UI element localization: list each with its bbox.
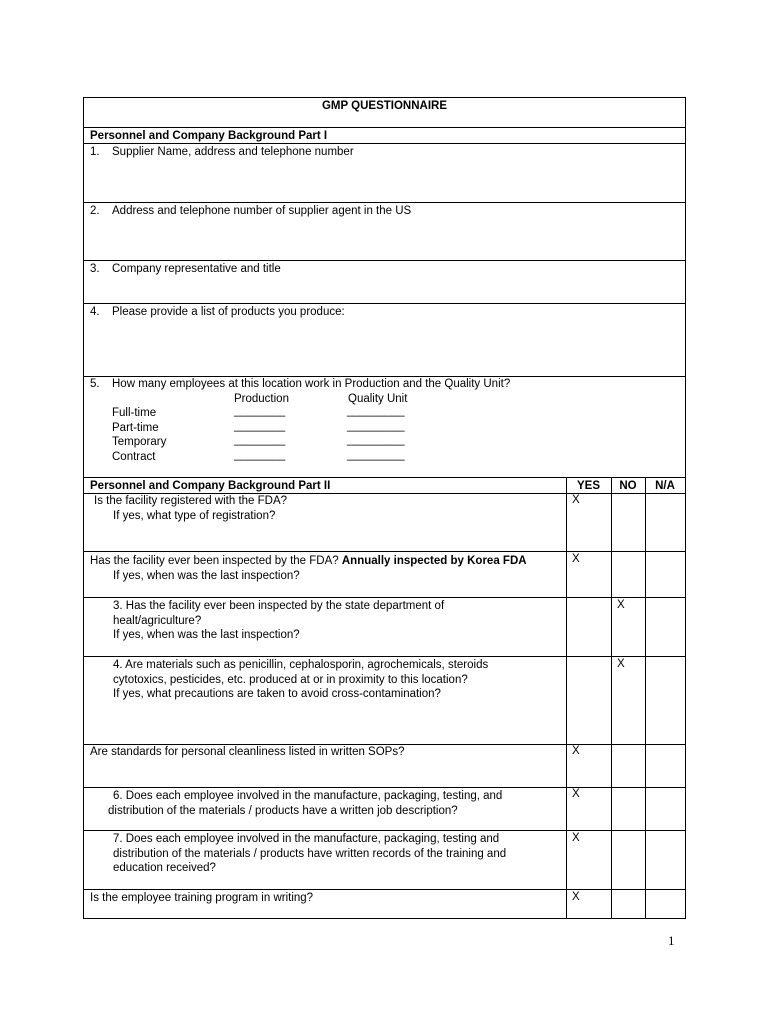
part1-question-2[interactable] [84,203,685,261]
part2-question-4[interactable] [84,657,685,745]
production-blank[interactable]: ________ [234,405,286,417]
question-text: Is the employee training program in writing? [90,892,314,904]
question-text: 5. How many employees at this location work in Production and the Quality Unit? [90,378,511,390]
question-subtext: If yes, what precautions are taken to avoid cross-contamination? [113,688,441,700]
employee-type-label: Temporary [112,436,167,448]
page-number: 1 [668,933,675,948]
question-subtext: If yes, when was the last inspection? [113,629,300,641]
question-text: 1. Supplier Name, address and telephone number [90,146,354,158]
part2-question-8[interactable] [84,890,685,920]
part2-section [84,478,685,918]
question-text: distribution of the materials / products have written records of the training and [113,847,507,860]
question-text: healt/agriculture? [113,614,202,627]
yes-mark[interactable]: X [572,891,580,903]
question-text: 6. Does each employee involved in the manufacture, packaging, testing, and [113,790,503,802]
question-text: 2. Address and telephone number of supplier agent in the US [90,205,412,217]
question-subtext: If yes, what type of registration? [113,510,276,522]
question-text: distribution of the materials / products have a written job description? [108,804,458,817]
questionnaire-title [84,98,685,128]
question-text: Has the facility ever been inspected by the FDA? Annually inspected by Korea FDA [90,555,527,567]
answer-note: Annually inspected by Korea FDA [341,555,527,567]
yes-mark[interactable]: X [572,745,580,757]
question-subtext: If yes, when was the last inspection? [113,570,300,582]
yes-column-header: YES [576,480,600,492]
question-text: 4. Please provide a list of products you produce: [90,306,345,318]
part1-question-3[interactable] [84,261,685,304]
part1-question-1[interactable] [84,144,685,203]
production-blank[interactable]: ________ [234,419,286,432]
part2-question-3[interactable] [84,598,685,657]
production-column-label: Production [234,392,289,405]
no-mark[interactable]: X [617,658,625,670]
production-blank[interactable]: ________ [234,434,286,446]
production-blank[interactable]: ________ [234,448,286,461]
no-column-header: NO [619,480,637,492]
employee-type-label: Contract [112,450,156,463]
part2-header-row [84,478,685,494]
employee-type-label: Full-time [112,407,157,419]
part2-question-7[interactable] [84,831,685,890]
part1-question-5[interactable] [84,377,685,478]
question-text: 7. Does each employee involved in the manufacture, packaging, testing and [113,833,500,845]
part1-question-4[interactable] [84,304,685,377]
part1-header [84,128,685,144]
employee-type-label: Part-time [112,421,159,434]
question-text: Is the facility registered with the FDA? [94,495,288,507]
quality-unit-column-label: Quality Unit [348,392,408,405]
yes-mark[interactable]: X [572,494,580,506]
quality-blank[interactable]: _________ [347,434,405,446]
part2-question-5[interactable] [84,745,685,788]
question-text: education received? [113,862,216,874]
part2-question-6[interactable] [84,788,685,831]
question-text: 3. Company representative and title [90,263,281,275]
question-text: Are standards for personal cleanliness listed in written SOPs? [90,746,405,758]
question-text: 3. Has the facility ever been inspected by the state department of [113,600,445,612]
yes-mark[interactable]: X [572,788,580,800]
quality-blank[interactable]: _________ [347,405,405,417]
quality-blank[interactable]: _________ [347,448,405,461]
question-text: 4. Are materials such as penicillin, cephalosporin, agrochemicals, steroids [113,659,489,671]
quality-blank[interactable]: _________ [347,419,405,432]
part1-header-text: Personnel and Company Background Part I [90,130,328,142]
na-column-header: N/A [655,480,675,492]
yes-mark[interactable]: X [572,832,580,844]
yes-mark[interactable]: X [572,553,580,565]
title-text: GMP QUESTIONNAIRE [321,100,448,112]
part2-question-2[interactable] [84,552,685,598]
questionnaire-table [83,97,686,919]
part2-header-text: Personnel and Company Background Part II [90,480,331,492]
no-mark[interactable]: X [617,599,625,611]
part2-question-1[interactable] [84,494,685,552]
question-text: cytotoxics, pesticides, etc. produced at or in proximity to this location? [113,673,468,686]
